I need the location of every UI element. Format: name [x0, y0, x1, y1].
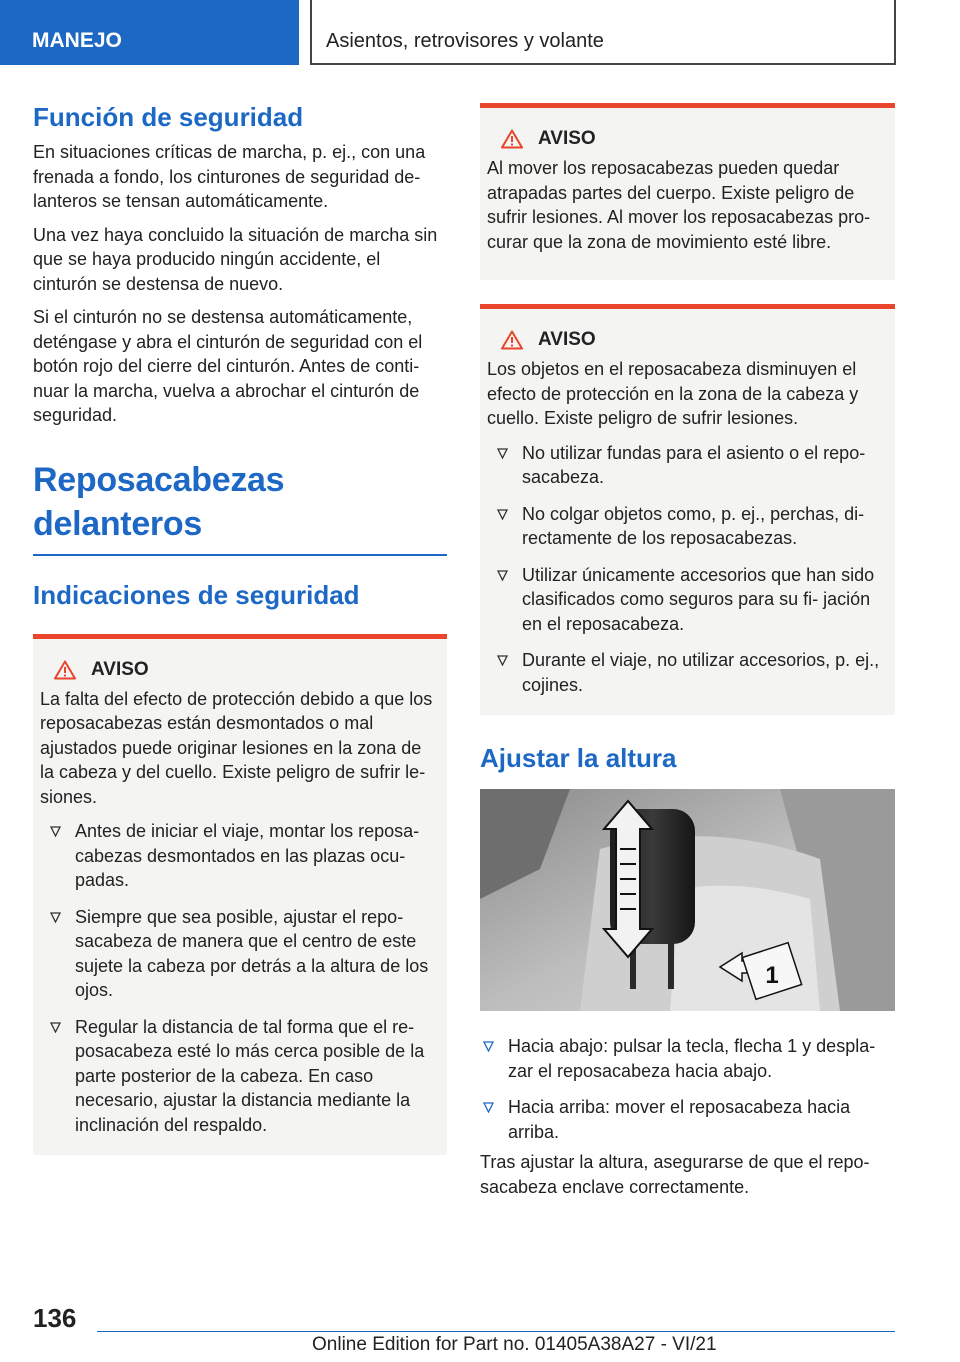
paragraph: Si el cinturón no se destensa automáticamente, deténgase y abra el cinturón de seguridad con el botón rojo del cierre del cinturón. Antes de conti‐ nuar la marcha, vuelva a abrochar el cinturón de seguridad.: [33, 307, 423, 425]
list-item: Hacia abajo: pulsar la tecla, flecha 1 y despla‐ zar el reposacabeza hacia abajo.: [480, 1034, 895, 1083]
heading-front-headrests: Reposacabezas delanteros: [33, 458, 447, 556]
list-item: Regular la distancia de tal forma que el re‐ posacabeza esté lo más cerca posible de la parte posterior de la cabeza. En caso necesario, ajustar la distancia mediante la inclinación del respaldo.: [40, 1015, 440, 1138]
warning-list: [40, 819, 440, 1137]
warning-triangle-icon: [501, 129, 523, 149]
warning-title: AVISO: [538, 128, 596, 149]
warning-header: [40, 659, 440, 681]
warning-triangle-icon: [54, 660, 76, 680]
triangle-bullet-icon: [483, 1041, 494, 1052]
triangle-bullet-icon: [50, 1022, 61, 1033]
right-column: [480, 103, 895, 1208]
warning-text: Los objetos en el reposacabeza disminuyen el efecto de protección en la zona de la cabeza y cuello. Existe peligro de sufrir lesiones.: [487, 359, 859, 428]
warning-header: [487, 329, 888, 351]
triangle-bullet-icon: [50, 826, 61, 837]
warning-triangle-icon: [501, 330, 523, 350]
chapter-title: Asientos, retrovisores y volante: [312, 0, 896, 65]
list-item: Durante el viaje, no utilizar accesorios, p. ej., cojines.: [487, 648, 888, 697]
closing-paragraph: Tras ajustar la altura, asegurarse de que el repo‐ sacabeza enclave correctamente.: [480, 1152, 870, 1197]
warning-title: AVISO: [91, 658, 149, 680]
heading-safety-function: Función de seguridad: [33, 102, 304, 132]
warning-text: Al mover los reposacabezas pueden quedar atrapadas partes del cuerpo. Existe peligro de sufrir lesiones. Al mover los reposacabezas pro‐ curar que la zona de movimiento esté libre.: [487, 158, 871, 252]
page-number: 136: [33, 1303, 77, 1333]
warning-box: [480, 103, 895, 280]
callout-label: 1: [765, 962, 779, 989]
heading-adjust-height: Ajustar la altura: [480, 743, 677, 773]
list-item: Hacia arriba: mover el reposacabeza hacia arriba.: [480, 1095, 895, 1144]
list-item: Siempre que sea posible, ajustar el repo‐ sacabeza de manera que el centro de este sujete la cabeza por detrás a la altura de los ojos.: [40, 905, 440, 1003]
triangle-bullet-icon: [497, 448, 508, 459]
steps-list: [480, 1034, 895, 1144]
paragraph: En situaciones críticas de marcha, p. ej., con una frenada a fondo, los cinturones de seguridad de‐ lanteros se tensan automáticamente.: [33, 142, 426, 211]
list-item: Utilizar únicamente accesorios que han sido clasificados como seguros para su fi‐ jación en el reposacabeza.: [487, 563, 888, 637]
warning-box: [33, 634, 447, 1156]
list-item: No colgar objetos como, p. ej., perchas, di‐ rectamente de los reposacabezas.: [487, 502, 888, 551]
warning-text: La falta del efecto de protección debido a que los reposacabezas están desmontados o mal ajustados puede originar lesiones en la zona de la cabeza y del cuello. Existe peligro de sufrir le‐ siones.: [40, 688, 433, 807]
warning-list: [487, 441, 888, 698]
list-item: Antes de iniciar el viaje, montar los reposa‐ cabezas desmontados en las plazas ocu‐ padas.: [40, 819, 440, 893]
warning-header: [487, 128, 888, 150]
warning-title: AVISO: [538, 329, 596, 350]
headrest-adjustment-illustration: [480, 789, 895, 1011]
section-tab: MANEJO: [0, 0, 299, 65]
triangle-bullet-icon: [50, 912, 61, 923]
list-item: No utilizar fundas para el asiento o el repo‐ sacabeza.: [487, 441, 888, 490]
triangle-bullet-icon: [497, 655, 508, 666]
triangle-bullet-icon: [483, 1102, 494, 1113]
triangle-bullet-icon: [497, 509, 508, 520]
paragraph: Una vez haya concluido la situación de marcha sin que se haya producido ningún accidente, el cinturón se destensa de nuevo.: [33, 224, 438, 294]
warning-box: [480, 304, 895, 715]
heading-safety-notes: Indicaciones de seguridad: [33, 579, 360, 610]
footer-divider: [97, 1331, 895, 1332]
triangle-bullet-icon: [497, 570, 508, 581]
left-column: [33, 100, 447, 1155]
footer-edition: Online Edition for Part no. 01405A38A27 - VI/21: [312, 1334, 717, 1355]
